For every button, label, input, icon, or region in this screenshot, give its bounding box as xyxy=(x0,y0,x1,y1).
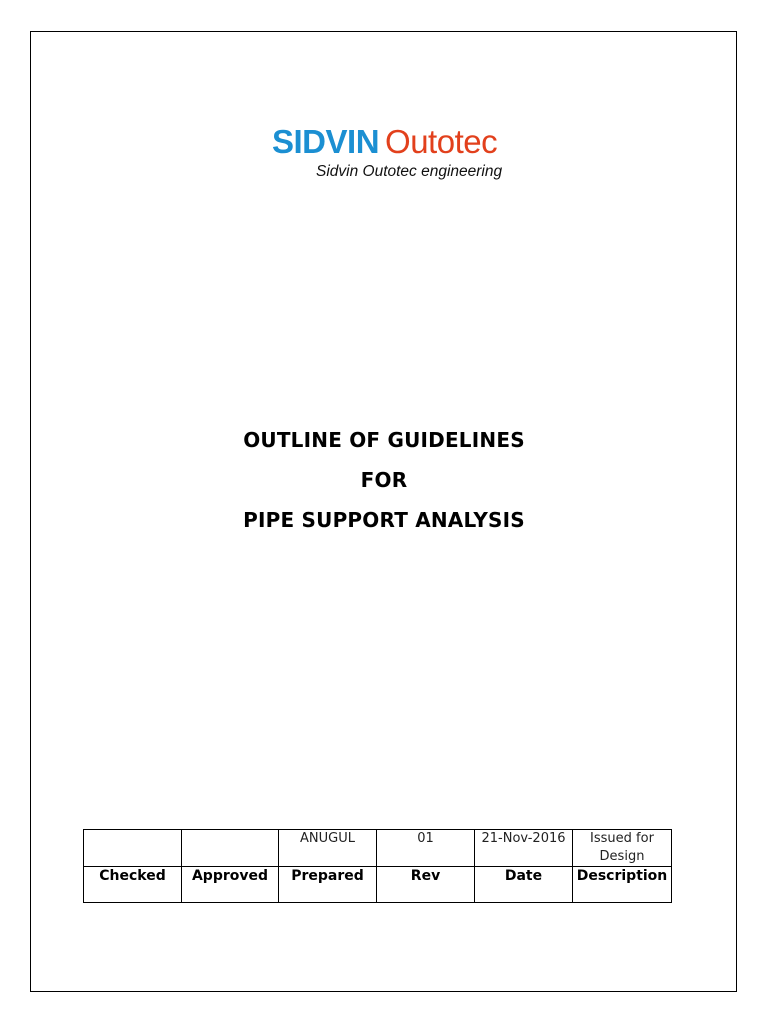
description-header: Description xyxy=(573,867,672,903)
document-title xyxy=(0,420,768,540)
date-header: Date xyxy=(475,867,573,903)
date-value: 21-Nov-2016 xyxy=(475,830,573,867)
logo-wordmark-clip xyxy=(272,122,498,162)
revision-table xyxy=(83,829,672,903)
description-value: Issued for Design xyxy=(573,830,672,867)
approved-header: Approved xyxy=(182,867,279,903)
logo-brand-primary: SIDVIN xyxy=(272,123,380,160)
prepared-header: Prepared xyxy=(279,867,377,903)
logo-tagline: Sidvin Outotec engineering xyxy=(316,163,503,180)
approved-value xyxy=(182,830,279,867)
title-line-3: PIPE SUPPORT ANALYSIS xyxy=(243,508,525,532)
company-logo xyxy=(272,122,502,186)
revision-values-row xyxy=(84,830,672,867)
prepared-value: ANUGUL xyxy=(279,830,377,867)
revision-headers-row xyxy=(84,867,672,903)
rev-value: 01 xyxy=(377,830,475,867)
title-line-1: OUTLINE OF GUIDELINES xyxy=(243,428,525,452)
logo-brand-secondary: Outotec xyxy=(385,123,498,160)
checked-value xyxy=(84,830,182,867)
title-line-2: FOR xyxy=(360,468,408,492)
rev-header: Rev xyxy=(377,867,475,903)
checked-header: Checked xyxy=(84,867,182,903)
logo-wordmark xyxy=(272,122,497,162)
